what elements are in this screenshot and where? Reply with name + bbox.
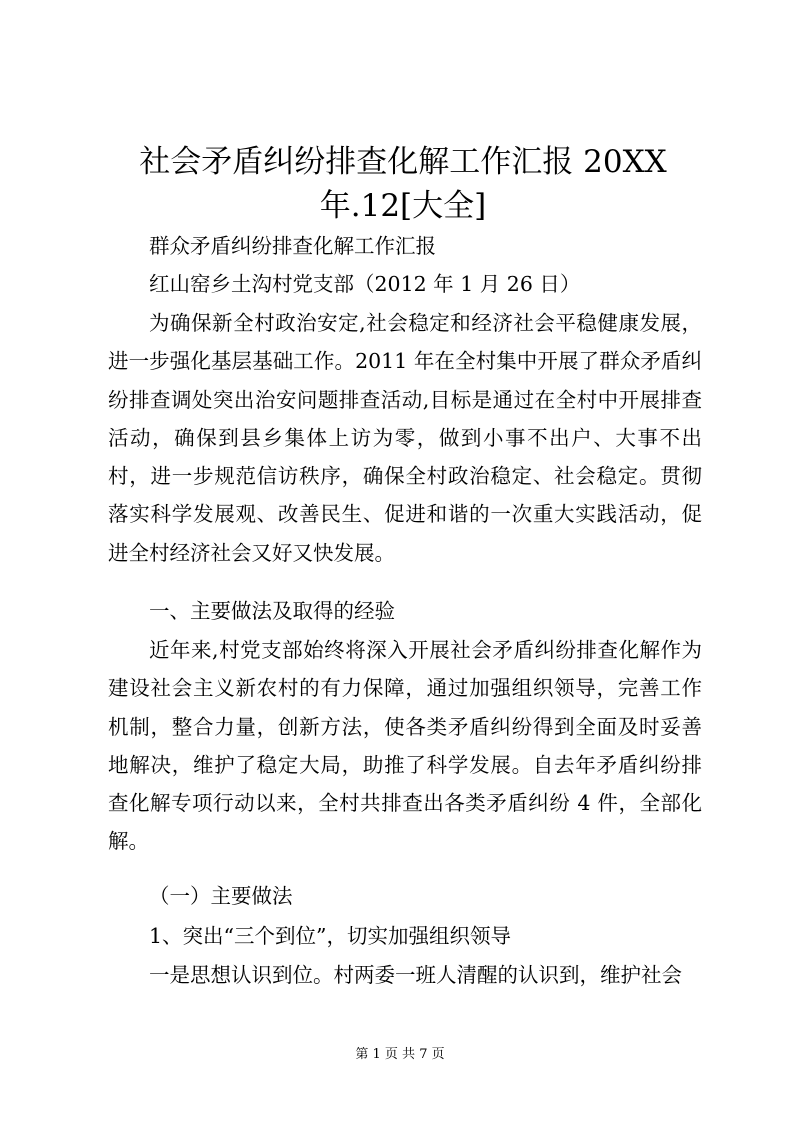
document-title — [108, 140, 698, 228]
document-subtitle: 群众矛盾纠纷排查化解工作汇报 — [149, 234, 436, 258]
subsection-heading-practices: （一）主要做法 — [149, 884, 293, 908]
intro-paragraph: 为确保新全村政治安定,社会稳定和经济社会平稳健康发展，进一步强化基层基础工作。2011 年在全村集中开展了群众矛盾纠纷排查调处突出治安问题排查活动,目标是通过在全村中开展排查活动，确保到县乡集体上访为零，做到小事不出户、大事不出村，进一步规范信访秩序，确保全村政治稳定、社会稳定。贯彻落实科学发展观、改善民生、促进和谐的一次重大实践活动，促进全村经济社会又好又快发展。 — [108, 311, 702, 565]
main-paragraph: 近年来,村党支部始终将深入开展社会矛盾纠纷排查化解作为建设社会主义新农村的有力保障，通过加强组织领导，完善工作机制，整合力量，创新方法，使各类矛盾纠纷得到全面及时妥善地解决，维护了稳定大局，助推了科学发展。自去年矛盾纠纷排查化解专项行动以来，全村共排查出各类矛盾纠纷 4 件，全部化解。 — [108, 638, 702, 854]
document-title-line-2: 年.12[大全] — [319, 188, 487, 224]
closing-paragraph: 一是思想认识到位。村两委一班人清醒的认识到，维护社会 — [149, 963, 682, 987]
author-date-line: 红山窑乡土沟村党支部（2012 年 1 月 26 日） — [149, 272, 581, 296]
section-heading-main-practices: 一、主要做法及取得的经验 — [149, 599, 395, 623]
page-number-footer: 第 1 页 共 7 页 — [355, 1047, 445, 1062]
item-heading-three-in-place: 1、突出“三个到位”，切实加强组织领导 — [149, 924, 512, 948]
document-title-line-1: 社会矛盾纠纷排查化解工作汇报 20XX — [139, 144, 667, 180]
